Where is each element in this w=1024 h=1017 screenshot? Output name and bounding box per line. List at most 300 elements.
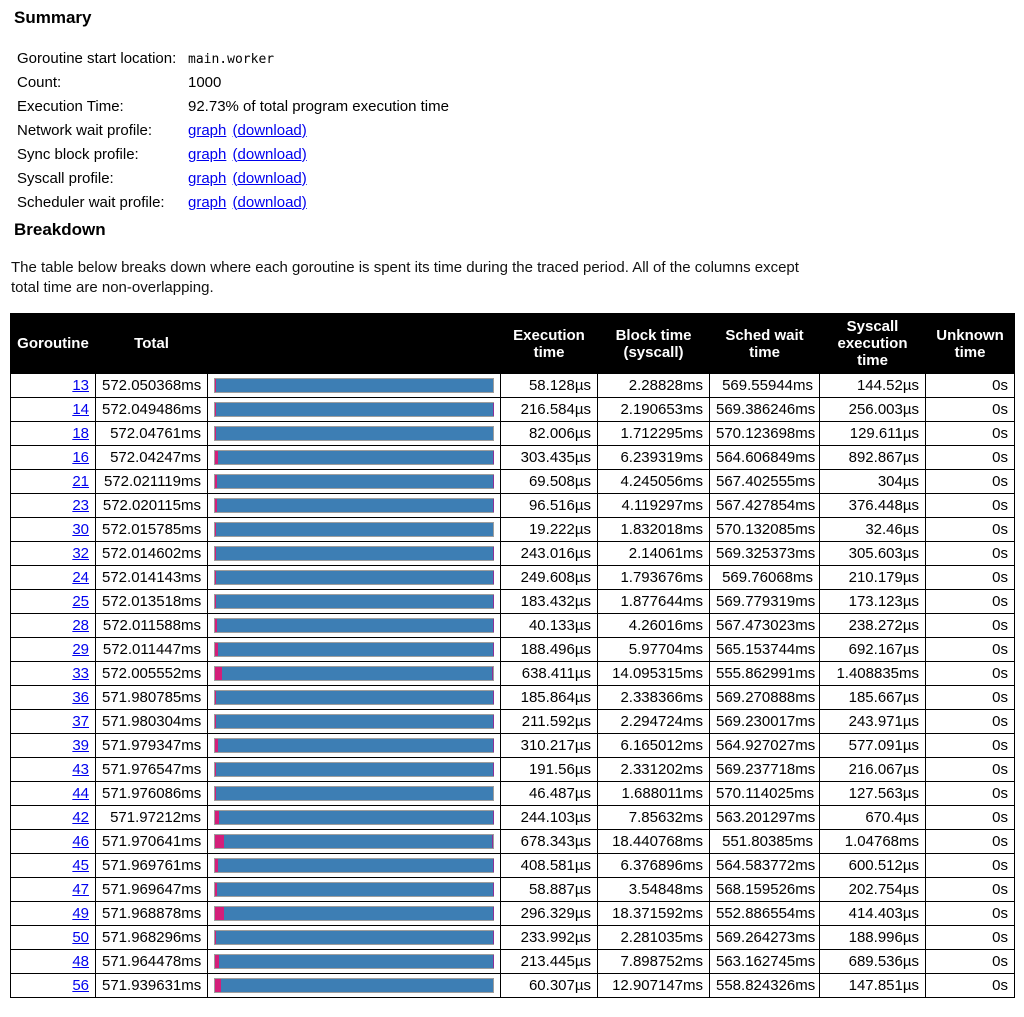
breakdown-title: Breakdown	[14, 220, 106, 239]
syscall-execution-cell: 129.611µs	[820, 422, 926, 446]
block-time-cell: 4.26016ms	[598, 614, 710, 638]
sched-wait-cell: 567.427854ms	[710, 494, 820, 518]
execution-time-cell: 82.006µs	[501, 422, 598, 446]
syscall-execution-cell: 670.4µs	[820, 806, 926, 830]
goroutine-row	[11, 470, 1015, 494]
goroutine-row	[11, 974, 1015, 998]
total-time-cell: 571.968878ms	[96, 902, 208, 926]
goroutine-link[interactable]: 18	[72, 425, 89, 443]
syscall-execution-cell: 32.46µs	[820, 518, 926, 542]
goroutine-link[interactable]: 42	[72, 809, 89, 827]
goroutine-row	[11, 614, 1015, 638]
goroutine-row	[11, 710, 1015, 734]
unknown-time-cell: 0s	[926, 614, 1015, 638]
time-breakdown-bar	[214, 474, 494, 489]
goroutine-id-cell	[11, 446, 96, 470]
sched-wait-cell: 569.270888ms	[710, 686, 820, 710]
unknown-time-column-header: Unknown time	[926, 314, 1015, 374]
syscall-execution-cell: 414.403µs	[820, 902, 926, 926]
bar-sched-segment	[221, 979, 493, 992]
syscall-execution-cell: 600.512µs	[820, 854, 926, 878]
execution-time-cell: 191.56µs	[501, 758, 598, 782]
goroutine-link[interactable]: 36	[72, 689, 89, 707]
bar-block-segment	[215, 667, 222, 680]
bar-sched-segment	[218, 739, 493, 752]
block-time-cell: 2.331202ms	[598, 758, 710, 782]
unknown-time-cell: 0s	[926, 398, 1015, 422]
bar-sched-segment	[216, 763, 493, 776]
sched-wait-cell: 563.162745ms	[710, 950, 820, 974]
sched-wait-cell: 569.325373ms	[710, 542, 820, 566]
goroutine-id-cell	[11, 422, 96, 446]
total-time-cell: 571.976086ms	[96, 782, 208, 806]
block-time-cell: 3.54848ms	[598, 878, 710, 902]
goroutine-row	[11, 374, 1015, 398]
time-breakdown-bar	[214, 882, 494, 897]
time-breakdown-bar	[214, 570, 494, 585]
sched-wait-cell: 569.237718ms	[710, 758, 820, 782]
goroutine-link[interactable]: 32	[72, 545, 89, 563]
goroutine-link[interactable]: 43	[72, 761, 89, 779]
bar-sched-segment	[219, 811, 493, 824]
block-time-cell: 1.688011ms	[598, 782, 710, 806]
unknown-time-cell: 0s	[926, 518, 1015, 542]
summary-row	[17, 70, 449, 94]
sched-wait-cell: 552.886554ms	[710, 902, 820, 926]
syscall-execution-cell: 892.867µs	[820, 446, 926, 470]
total-time-cell: 572.011588ms	[96, 614, 208, 638]
time-bar-cell	[208, 590, 501, 614]
total-time-cell: 572.049486ms	[96, 398, 208, 422]
goroutine-link[interactable]: 50	[72, 929, 89, 947]
syscall-execution-cell: 1.408835ms	[820, 662, 926, 686]
goroutine-id-cell	[11, 542, 96, 566]
time-bar-cell	[208, 398, 501, 422]
total-time-cell: 571.969761ms	[96, 854, 208, 878]
goroutine-id-cell	[11, 638, 96, 662]
graph-link[interactable]: graph	[188, 169, 227, 187]
goroutine-id-cell	[11, 590, 96, 614]
goroutine-link[interactable]: 56	[72, 977, 89, 995]
download-link[interactable]: (download)	[232, 145, 307, 163]
sched-wait-cell: 564.606849ms	[710, 446, 820, 470]
time-bar-cell	[208, 542, 501, 566]
syscall-execution-cell: 692.167µs	[820, 638, 926, 662]
execution-time-cell: 243.016µs	[501, 542, 598, 566]
time-bar-cell	[208, 422, 501, 446]
unknown-time-cell: 0s	[926, 758, 1015, 782]
bar-block-segment	[215, 907, 224, 920]
total-time-cell: 571.968296ms	[96, 926, 208, 950]
time-breakdown-bar	[214, 978, 494, 993]
bar-sched-segment	[218, 451, 492, 464]
goroutine-link[interactable]: 24	[72, 569, 89, 587]
download-link[interactable]: (download)	[232, 121, 307, 139]
syscall-execution-cell: 256.003µs	[820, 398, 926, 422]
time-bar-cell	[208, 662, 501, 686]
unknown-time-cell: 0s	[926, 542, 1015, 566]
time-bar-cell	[208, 638, 501, 662]
time-breakdown-bar	[214, 426, 494, 441]
goroutine-id-cell	[11, 926, 96, 950]
block-time-cell: 6.239319ms	[598, 446, 710, 470]
unknown-time-cell: 0s	[926, 638, 1015, 662]
execution-time-cell: 185.864µs	[501, 686, 598, 710]
block-time-cell: 6.376896ms	[598, 854, 710, 878]
goroutine-id-cell	[11, 494, 96, 518]
goroutine-row	[11, 830, 1015, 854]
summary-field-value: 1000	[188, 73, 222, 91]
goroutine-row	[11, 806, 1015, 830]
goroutine-column-header: Goroutine	[11, 314, 96, 374]
total-time-cell: 572.050368ms	[96, 374, 208, 398]
summary-field-value	[188, 190, 449, 214]
total-time-cell: 571.980304ms	[96, 710, 208, 734]
goroutine-id-cell	[11, 782, 96, 806]
bar-sched-segment	[216, 379, 493, 392]
syscall-execution-cell: 305.603µs	[820, 542, 926, 566]
time-bar-cell	[208, 926, 501, 950]
goroutine-link[interactable]: 28	[72, 617, 89, 635]
execution-time-cell: 638.411µs	[501, 662, 598, 686]
sched-wait-cell: 570.114025ms	[710, 782, 820, 806]
graph-link[interactable]: graph	[188, 145, 227, 163]
goroutine-link[interactable]: 33	[72, 665, 89, 683]
execution-time-cell: 233.992µs	[501, 926, 598, 950]
summary-field-value	[188, 142, 449, 166]
time-breakdown-bar	[214, 546, 494, 561]
execution-time-cell: 249.608µs	[501, 566, 598, 590]
summary-row	[17, 46, 449, 70]
syscall-execution-cell: 216.067µs	[820, 758, 926, 782]
sched-wait-cell: 569.230017ms	[710, 710, 820, 734]
goroutine-row	[11, 782, 1015, 806]
total-time-cell: 572.014143ms	[96, 566, 208, 590]
sched-wait-cell: 567.473023ms	[710, 614, 820, 638]
goroutine-analysis-page	[10, 8, 1014, 998]
bar-sched-segment	[219, 955, 493, 968]
goroutine-link[interactable]: 23	[72, 497, 89, 515]
unknown-time-cell: 0s	[926, 734, 1015, 758]
bar-syscall-segment	[492, 835, 493, 848]
syscall-execution-cell: 202.754µs	[820, 878, 926, 902]
unknown-time-cell: 0s	[926, 566, 1015, 590]
goroutine-row	[11, 854, 1015, 878]
goroutine-link[interactable]: 44	[72, 785, 89, 803]
block-time-cell: 1.832018ms	[598, 518, 710, 542]
block-time-cell: 4.119297ms	[598, 494, 710, 518]
summary-row	[17, 94, 449, 118]
bar-sched-segment	[216, 595, 493, 608]
execution-time-cell: 96.516µs	[501, 494, 598, 518]
breakdown-section	[10, 220, 1014, 998]
time-breakdown-bar	[214, 594, 494, 609]
time-breakdown-bar	[214, 714, 494, 729]
goroutine-row	[11, 590, 1015, 614]
goroutine-row	[11, 446, 1015, 470]
total-time-cell: 572.021119ms	[96, 470, 208, 494]
goroutine-id-cell	[11, 518, 96, 542]
goroutine-id-cell	[11, 854, 96, 878]
breakdown-description: The table below breaks down where each goroutine is spent its time during the traced period. All of the columns except total time are non-overlapping.	[11, 259, 799, 296]
time-breakdown-bar	[214, 618, 494, 633]
bar-sched-segment	[217, 499, 493, 512]
unknown-time-cell: 0s	[926, 782, 1015, 806]
time-bar-cell	[208, 974, 501, 998]
goroutine-row	[11, 902, 1015, 926]
bar-sched-segment	[216, 427, 493, 440]
bar-syscall-segment	[492, 667, 493, 680]
goroutine-link[interactable]: 21	[72, 473, 89, 491]
bar-sched-segment	[222, 667, 492, 680]
graph-link[interactable]: graph	[188, 121, 227, 139]
goroutine-row	[11, 950, 1015, 974]
goroutine-link[interactable]: 29	[72, 641, 89, 659]
execution-time-cell: 216.584µs	[501, 398, 598, 422]
unknown-time-cell: 0s	[926, 926, 1015, 950]
sched-wait-cell: 568.159526ms	[710, 878, 820, 902]
time-breakdown-bar	[214, 666, 494, 681]
unknown-time-cell: 0s	[926, 950, 1015, 974]
execution-time-cell: 58.128µs	[501, 374, 598, 398]
time-bar-cell	[208, 710, 501, 734]
time-breakdown-bar	[214, 642, 494, 657]
time-breakdown-bar	[214, 498, 494, 513]
goroutine-id-cell	[11, 974, 96, 998]
total-time-cell: 572.04247ms	[96, 446, 208, 470]
goroutine-link[interactable]: 39	[72, 737, 89, 755]
total-time-cell: 571.979347ms	[96, 734, 208, 758]
summary-field-value: 92.73% of total program execution time	[188, 97, 449, 115]
time-breakdown-bar	[214, 738, 494, 753]
execution-time-cell: 296.329µs	[501, 902, 598, 926]
syscall-execution-cell: 173.123µs	[820, 590, 926, 614]
total-time-cell: 571.964478ms	[96, 950, 208, 974]
goroutine-id-cell	[11, 902, 96, 926]
sched-wait-cell: 564.583772ms	[710, 854, 820, 878]
summary-row	[17, 142, 449, 166]
goroutine-link[interactable]: 30	[72, 521, 89, 539]
goroutine-link[interactable]: 14	[72, 401, 89, 419]
goroutine-id-cell	[11, 710, 96, 734]
time-bar-cell	[208, 614, 501, 638]
summary-field-label: Goroutine start location:	[17, 49, 177, 67]
execution-time-cell: 213.445µs	[501, 950, 598, 974]
summary-field-label: Count:	[17, 73, 62, 91]
goroutine-link[interactable]: 13	[72, 377, 89, 395]
sched-wait-cell: 569.76068ms	[710, 566, 820, 590]
goroutine-row	[11, 518, 1015, 542]
time-breakdown-bar	[214, 930, 494, 945]
summary-row	[17, 166, 449, 190]
time-breakdown-bar	[214, 402, 494, 417]
time-breakdown-bar	[214, 378, 494, 393]
goroutine-id-cell	[11, 566, 96, 590]
unknown-time-cell: 0s	[926, 854, 1015, 878]
bar-sched-segment	[218, 859, 492, 872]
goroutine-link[interactable]: 48	[72, 953, 89, 971]
execution-time-cell: 60.307µs	[501, 974, 598, 998]
goroutine-link[interactable]: 47	[72, 881, 89, 899]
goroutine-row	[11, 542, 1015, 566]
goroutine-id-cell	[11, 374, 96, 398]
time-bar-cell	[208, 758, 501, 782]
execution-time-cell: 303.435µs	[501, 446, 598, 470]
total-time-cell: 572.04761ms	[96, 422, 208, 446]
syscall-execution-cell: 238.272µs	[820, 614, 926, 638]
goroutine-link[interactable]: 49	[72, 905, 89, 923]
goroutine-link[interactable]: 45	[72, 857, 89, 875]
summary-field-label: Execution Time:	[17, 97, 124, 115]
unknown-time-cell: 0s	[926, 494, 1015, 518]
block-time-cell: 18.371592ms	[598, 902, 710, 926]
block-time-cell: 14.095315ms	[598, 662, 710, 686]
time-bar-cell	[208, 374, 501, 398]
syscall-execution-cell: 376.448µs	[820, 494, 926, 518]
sched-wait-cell: 569.55944ms	[710, 374, 820, 398]
summary-row	[17, 190, 449, 214]
goroutine-link[interactable]: 25	[72, 593, 89, 611]
time-bar-cell	[208, 902, 501, 926]
goroutine-row	[11, 878, 1015, 902]
syscall-execution-cell: 1.04768ms	[820, 830, 926, 854]
goroutine-id-cell	[11, 806, 96, 830]
total-time-cell: 571.976547ms	[96, 758, 208, 782]
goroutine-link[interactable]: 16	[72, 449, 89, 467]
block-time-cell: 1.793676ms	[598, 566, 710, 590]
unknown-time-cell: 0s	[926, 422, 1015, 446]
goroutine-row	[11, 758, 1015, 782]
summary-field-label: Network wait profile:	[17, 121, 153, 139]
goroutine-row	[11, 566, 1015, 590]
sched-wait-cell: 567.402555ms	[710, 470, 820, 494]
download-link[interactable]: (download)	[232, 193, 307, 211]
execution-time-cell: 183.432µs	[501, 590, 598, 614]
sched-wait-cell: 563.201297ms	[710, 806, 820, 830]
syscall-execution-cell: 188.996µs	[820, 926, 926, 950]
goroutine-row	[11, 494, 1015, 518]
goroutine-row	[11, 734, 1015, 758]
bar-sched-segment	[218, 643, 493, 656]
execution-time-cell: 188.496µs	[501, 638, 598, 662]
execution-time-cell: 69.508µs	[501, 470, 598, 494]
summary-title: Summary	[14, 8, 92, 27]
unknown-time-cell: 0s	[926, 662, 1015, 686]
sched-wait-cell: 569.386246ms	[710, 398, 820, 422]
time-bar-cell	[208, 446, 501, 470]
time-breakdown-bar	[214, 906, 494, 921]
unknown-time-cell: 0s	[926, 806, 1015, 830]
syscall-execution-cell: 304µs	[820, 470, 926, 494]
goroutine-row	[11, 662, 1015, 686]
time-breakdown-bar	[214, 858, 494, 873]
goroutine-id-cell	[11, 662, 96, 686]
time-bar-cell	[208, 470, 501, 494]
summary-field-label: Scheduler wait profile:	[17, 193, 165, 211]
goroutine-id-cell	[11, 734, 96, 758]
total-time-cell: 572.015785ms	[96, 518, 208, 542]
bar-sched-segment	[216, 691, 493, 704]
sched-wait-cell: 564.927027ms	[710, 734, 820, 758]
goroutine-id-cell	[11, 686, 96, 710]
unknown-time-cell: 0s	[926, 374, 1015, 398]
block-time-cell: 1.877644ms	[598, 590, 710, 614]
bar-sched-segment	[216, 403, 493, 416]
block-time-cell: 4.245056ms	[598, 470, 710, 494]
block-time-column-header: Block time (syscall)	[598, 314, 710, 374]
execution-time-cell: 46.487µs	[501, 782, 598, 806]
time-bar-cell	[208, 878, 501, 902]
goroutine-id-cell	[11, 614, 96, 638]
summary-field-label: Syscall profile:	[17, 169, 114, 187]
syscall-execution-cell: 243.971µs	[820, 710, 926, 734]
summary-section	[10, 8, 1014, 214]
goroutine-row	[11, 422, 1015, 446]
bar-sched-segment	[224, 835, 492, 848]
bar-sched-segment	[216, 787, 493, 800]
graph-link[interactable]: graph	[188, 193, 227, 211]
total-time-cell: 571.970641ms	[96, 830, 208, 854]
unknown-time-cell: 0s	[926, 878, 1015, 902]
bar-sched-segment	[217, 883, 493, 896]
total-time-cell: 572.020115ms	[96, 494, 208, 518]
unknown-time-cell: 0s	[926, 686, 1015, 710]
bar-sched-segment	[216, 523, 493, 536]
block-time-cell: 5.97704ms	[598, 638, 710, 662]
syscall-execution-cell: 185.667µs	[820, 686, 926, 710]
summary-table	[17, 46, 449, 214]
goroutine-row	[11, 638, 1015, 662]
summary-field-value	[188, 46, 449, 70]
time-breakdown-bar	[214, 810, 494, 825]
unknown-time-cell: 0s	[926, 710, 1015, 734]
time-bar-cell	[208, 782, 501, 806]
block-time-cell: 7.85632ms	[598, 806, 710, 830]
goroutine-link[interactable]: 37	[72, 713, 89, 731]
time-bar-cell	[208, 734, 501, 758]
summary-field-value	[188, 118, 449, 142]
sched-wait-cell: 555.862991ms	[710, 662, 820, 686]
block-time-cell: 6.165012ms	[598, 734, 710, 758]
execution-time-cell: 244.103µs	[501, 806, 598, 830]
time-bar-cell	[208, 830, 501, 854]
goroutine-row	[11, 686, 1015, 710]
goroutine-link[interactable]: 46	[72, 833, 89, 851]
syscall-execution-cell: 210.179µs	[820, 566, 926, 590]
syscall-execution-cell: 689.536µs	[820, 950, 926, 974]
breakdown-header-row	[11, 314, 1015, 374]
unknown-time-cell: 0s	[926, 974, 1015, 998]
unknown-time-cell: 0s	[926, 902, 1015, 926]
time-bar-cell	[208, 566, 501, 590]
block-time-cell: 2.338366ms	[598, 686, 710, 710]
bar-sched-segment	[224, 907, 493, 920]
time-bar-cell	[208, 854, 501, 878]
execution-time-cell: 310.217µs	[501, 734, 598, 758]
breakdown-table	[10, 313, 1015, 998]
unknown-time-cell: 0s	[926, 830, 1015, 854]
total-time-cell: 571.97212ms	[96, 806, 208, 830]
goroutine-start-location: main.worker	[188, 51, 275, 67]
execution-time-cell: 211.592µs	[501, 710, 598, 734]
block-time-cell: 18.440768ms	[598, 830, 710, 854]
download-link[interactable]: (download)	[232, 169, 307, 187]
syscall-execution-cell: 577.091µs	[820, 734, 926, 758]
time-breakdown-bar	[214, 450, 494, 465]
time-bar-cell	[208, 686, 501, 710]
block-time-cell: 2.190653ms	[598, 398, 710, 422]
sched-wait-cell: 551.80385ms	[710, 830, 820, 854]
